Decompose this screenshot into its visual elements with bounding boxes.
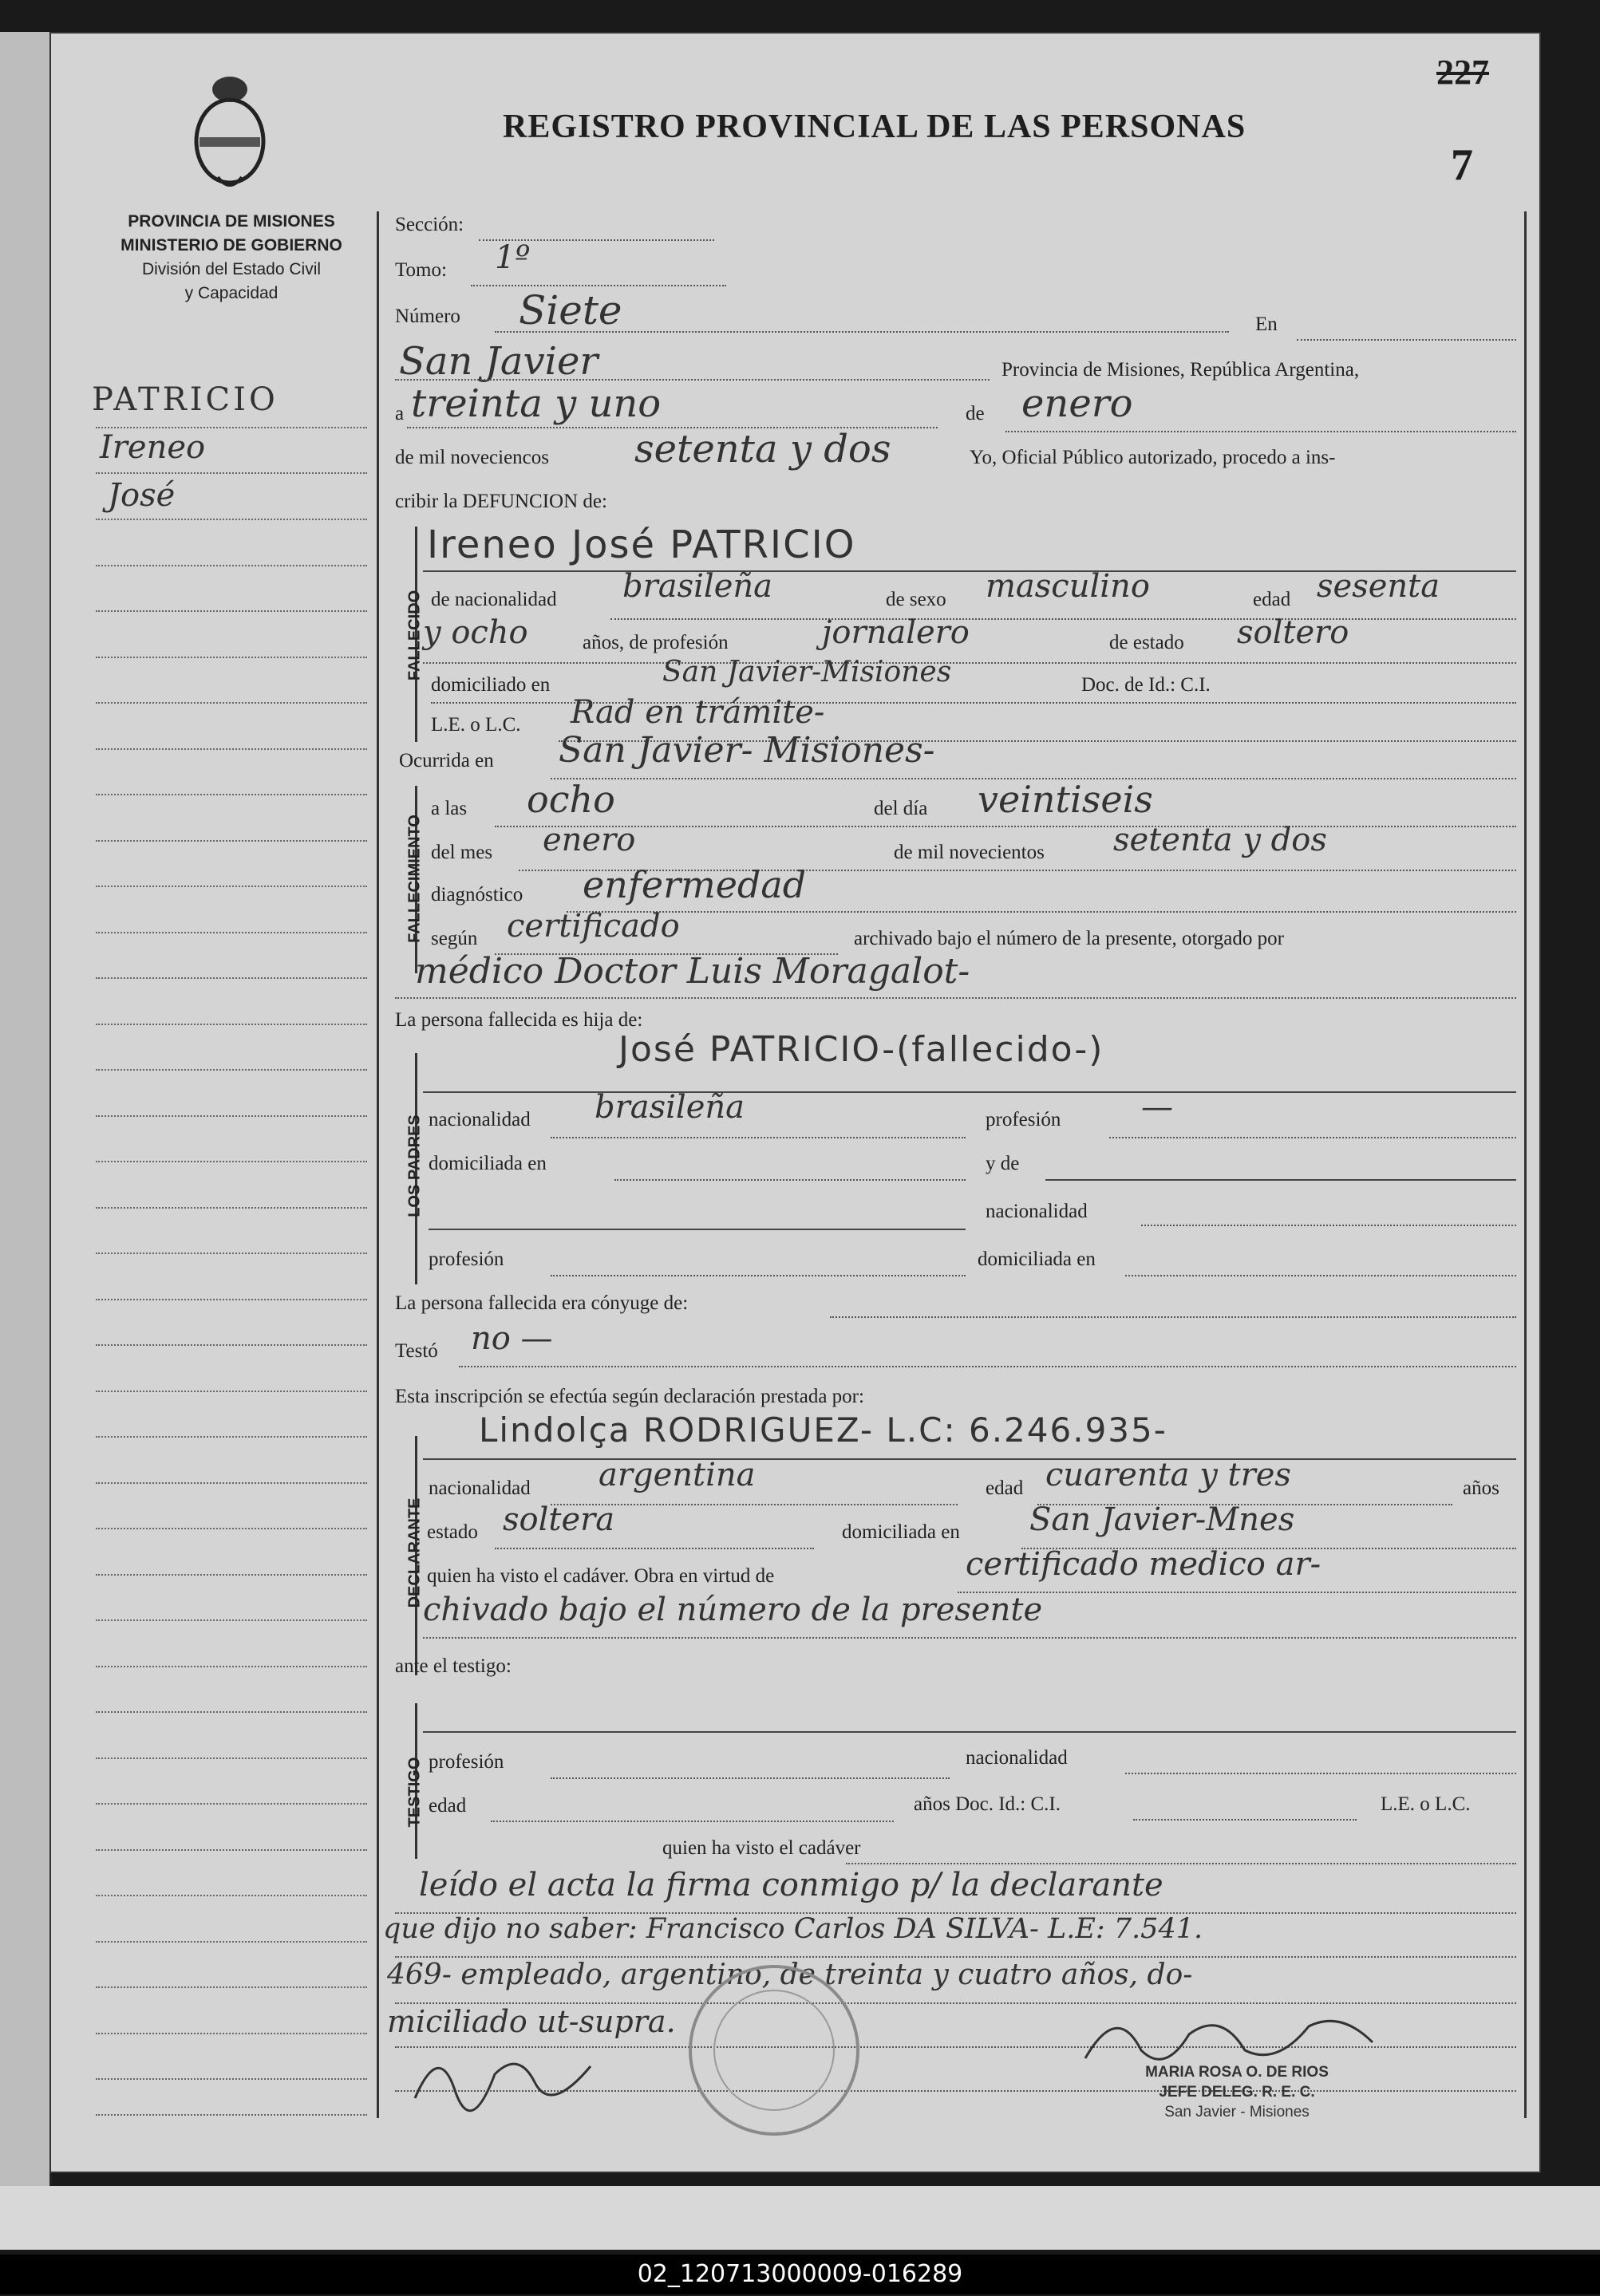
value-decl-edad: cuarenta y tres bbox=[1045, 1457, 1291, 1493]
value-obra: certificado medico ar- bbox=[966, 1546, 1321, 1583]
value-nacionalidad: brasileña bbox=[622, 568, 772, 605]
label-doc-id: Doc. de Id.: C.I. bbox=[1081, 674, 1211, 696]
value-mes: enero bbox=[1021, 381, 1133, 426]
label-testigo-edad: edad bbox=[429, 1795, 467, 1817]
value-ocurrida: San Javier- Misiones- bbox=[559, 730, 935, 771]
label-del-dia: del día bbox=[874, 798, 928, 819]
value-anio-fallec: setenta y dos bbox=[1113, 822, 1327, 858]
label-padre-nacionalidad: nacionalidad bbox=[429, 1109, 531, 1130]
value-edad-cont: y ocho bbox=[423, 614, 528, 651]
value-declarante: Lindolça RODRIGUEZ- L.C: 6.246.935- bbox=[479, 1410, 1167, 1450]
value-diagnostico: enfermedad bbox=[583, 863, 807, 906]
label-testigo-anos-doc: años Doc. Id.: C.I. bbox=[914, 1793, 1061, 1815]
label-decl-nacionalidad: nacionalidad bbox=[429, 1477, 531, 1499]
value-decl-estado: soltera bbox=[503, 1501, 615, 1538]
value-segun: certificado bbox=[507, 908, 680, 945]
value-profesion: jornalero bbox=[822, 614, 970, 651]
stamp-line: MARIA ROSA O. DE RIOS bbox=[1145, 2064, 1329, 2081]
label-conyuge: La persona fallecida era cónyuge de: bbox=[395, 1292, 689, 1314]
label-domiciliado: domiciliado en bbox=[431, 674, 551, 696]
label-decl-domicilio: domiciliada en bbox=[842, 1521, 960, 1543]
label-segun: según bbox=[431, 928, 478, 949]
label-de-mil: de mil novecientos bbox=[894, 842, 1045, 863]
obs-line-3: 469- empleado, argentino, de treinta y cuatro años, do- bbox=[387, 1959, 1193, 1991]
label-mil: de mil noveciencos bbox=[395, 447, 549, 468]
label-decl-anos: años bbox=[1463, 1477, 1499, 1499]
label-decl-edad: edad bbox=[986, 1477, 1024, 1499]
agency-line: MINISTERIO DE GOBIERNO bbox=[120, 236, 342, 254]
label-en: En bbox=[1255, 314, 1278, 335]
label-testo: Testó bbox=[395, 1340, 438, 1362]
official-stamp bbox=[1077, 2062, 1397, 2122]
label-tomo: Tomo: bbox=[395, 259, 447, 281]
stamp-line: JEFE DELEG. R. E. C. bbox=[1159, 2084, 1315, 2101]
label-padre-domicilio: domiciliada en bbox=[429, 1153, 547, 1174]
label-de-sexo: de sexo bbox=[886, 589, 946, 610]
value-decl-nac: argentina bbox=[599, 1457, 756, 1493]
label-de: de bbox=[966, 403, 985, 424]
value-lugar: San Javier bbox=[399, 339, 599, 384]
label-yo: Yo, Oficial Público autorizado, procedo a ins- bbox=[970, 447, 1336, 468]
value-padre-nac: brasileña bbox=[595, 1089, 745, 1126]
label-le-lc: L.E. o L.C. bbox=[431, 714, 521, 736]
value-domicilio: San Javier-Misiones bbox=[662, 656, 952, 688]
label-edad: edad bbox=[1253, 589, 1291, 610]
right-border bbox=[1524, 211, 1527, 2118]
value-sexo: masculino bbox=[986, 568, 1150, 605]
label-numero: Número bbox=[395, 306, 460, 327]
value-medico: médico Doctor Luis Moragalot- bbox=[415, 951, 970, 992]
label-ante: ante el testigo: bbox=[395, 1655, 512, 1677]
label-del-mes: del mes bbox=[431, 842, 493, 863]
label-y-de: y de bbox=[986, 1153, 1020, 1174]
label-cribir: cribir la DEFUNCION de: bbox=[395, 491, 607, 512]
signature-declarante bbox=[407, 2026, 614, 2122]
value-edad: sesenta bbox=[1317, 568, 1440, 605]
agency-line: División del Estado Civil bbox=[141, 260, 322, 278]
label-madre-profesion: profesión bbox=[429, 1249, 504, 1270]
obs-line-1: leído el acta la firma conmigo p/ la declarante bbox=[419, 1867, 1163, 1903]
value-testo: no — bbox=[471, 1320, 553, 1357]
label-provincia: Provincia de Misiones, República Argentina, bbox=[1001, 359, 1360, 381]
margin-given-name: Ireneo bbox=[100, 429, 206, 466]
bottom-strip bbox=[0, 2186, 1600, 2250]
label-diagnostico: diagnóstico bbox=[431, 884, 523, 905]
agency-line: PROVINCIA DE MISIONES bbox=[128, 212, 335, 231]
stamp-line: San Javier - Misiones bbox=[1164, 2104, 1310, 2120]
label-hija: La persona fallecida es hija de: bbox=[395, 1009, 643, 1031]
value-padre: José PATRICIO-(fallecido-) bbox=[618, 1029, 1104, 1070]
label-madre-nacionalidad: nacionalidad bbox=[986, 1201, 1088, 1222]
value-dia-fallec: veintiseis bbox=[978, 778, 1153, 821]
value-nombre: Ireneo José PATRICIO bbox=[427, 523, 856, 567]
obs-line-2: que dijo no saber: Francisco Carlos DA SILVA- L.E: 7.541. bbox=[383, 1913, 1203, 1945]
section-label-fallecido: FALLECIDO bbox=[405, 590, 424, 681]
label-decl-estado: estado bbox=[427, 1521, 478, 1543]
value-obra-cont: chivado bajo el número de la presente bbox=[423, 1592, 1043, 1628]
label-a: a bbox=[395, 403, 405, 424]
section-label-declarante: DECLARANTE bbox=[405, 1497, 424, 1608]
value-decl-domicilio: San Javier-Mnes bbox=[1029, 1501, 1295, 1538]
page-title: REGISTRO PROVINCIAL DE LAS PERSONAS bbox=[503, 108, 1246, 145]
label-testigo-nacionalidad: nacionalidad bbox=[966, 1747, 1068, 1769]
label-de-estado: de estado bbox=[1109, 632, 1184, 653]
margin-divider bbox=[377, 211, 379, 2118]
section-label-padres: LOS PADRES bbox=[405, 1114, 424, 1217]
obs-line-4: miciliado ut-supra. bbox=[387, 2004, 676, 2039]
label-a-las: a las bbox=[431, 798, 468, 819]
value-hora: ocho bbox=[527, 778, 615, 821]
label-quien-visto-2: quien ha visto el cadáver bbox=[662, 1837, 861, 1859]
value-le-lc: Rad en trámite- bbox=[571, 694, 825, 731]
left-page-edge bbox=[0, 32, 52, 2186]
label-madre-domicilio: domiciliada en bbox=[978, 1249, 1096, 1270]
value-estado: soltero bbox=[1237, 614, 1349, 651]
page-number-struck: 227 bbox=[1436, 53, 1489, 92]
label-seccion: Sección: bbox=[395, 214, 464, 235]
label-testigo-profesion: profesión bbox=[429, 1751, 504, 1773]
value-padre-prof: — bbox=[1141, 1089, 1173, 1126]
coat-of-arms-icon bbox=[182, 73, 278, 201]
margin-given-name-2: José bbox=[108, 477, 176, 514]
official-seal-stamp bbox=[678, 1955, 870, 2146]
section-label-testigo: TESTIGO bbox=[405, 1757, 424, 1828]
agency-line: y Capacidad bbox=[184, 284, 279, 302]
value-tomo: 1º bbox=[495, 239, 531, 276]
label-de-nacionalidad: de nacionalidad bbox=[431, 589, 557, 610]
value-dia: treinta y uno bbox=[411, 381, 662, 426]
section-label-fallecimiento: FALLECIMIENTO bbox=[405, 815, 424, 943]
label-archivado: archivado bajo el número de la presente, otorgado por bbox=[854, 928, 1284, 949]
label-testigo-le-lc: L.E. o L.C. bbox=[1381, 1793, 1471, 1815]
label-anos-profesion: años, de profesión bbox=[583, 632, 729, 653]
image-caption: 02_120713000009-016289 bbox=[0, 2255, 1600, 2294]
value-numero: Siete bbox=[519, 287, 622, 333]
margin-surname: PATRICIO bbox=[92, 381, 279, 418]
label-padre-profesion: profesión bbox=[986, 1109, 1061, 1130]
label-ocurrida: Ocurrida en bbox=[399, 750, 494, 771]
value-mes-fallec: enero bbox=[543, 822, 636, 858]
label-esta: Esta inscripción se efectúa según declaración prestada por: bbox=[395, 1386, 864, 1407]
page-number: 7 bbox=[1451, 140, 1473, 190]
label-quien-ha-visto: quien ha visto el cadáver. Obra en virtud de bbox=[427, 1565, 775, 1587]
value-anio: setenta y dos bbox=[634, 427, 891, 471]
agency-block bbox=[88, 210, 375, 306]
